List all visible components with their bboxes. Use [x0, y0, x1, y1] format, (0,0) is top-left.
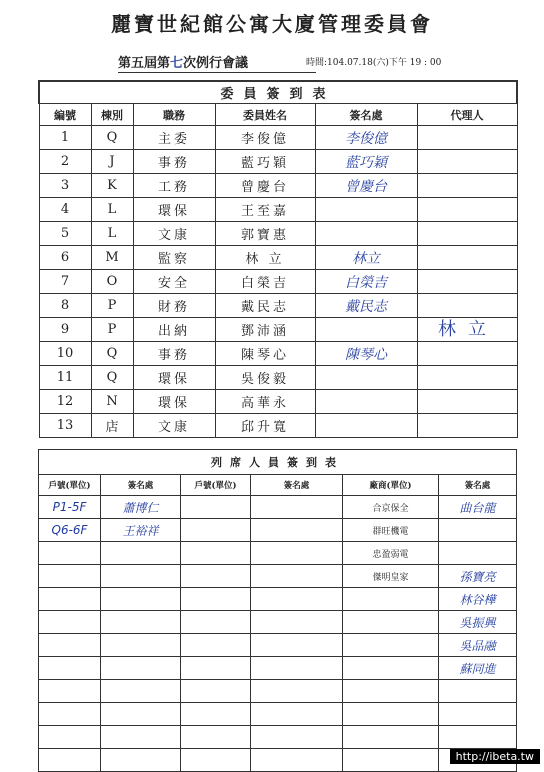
attendee-row: [39, 749, 517, 772]
committee-building: O: [91, 270, 133, 294]
committee-proxy-cell: [417, 342, 517, 366]
committee-number: 10: [39, 342, 91, 366]
attendee-unit: Q6-6F: [39, 519, 101, 542]
committee-role: 監察: [133, 246, 215, 270]
attendee-header-cell: 簽名處: [101, 475, 181, 496]
meeting-time: 時間:104.07.18(六)下午 19 : 00: [306, 58, 442, 68]
attendee-unit-2: [181, 565, 251, 588]
committee-role: 工務: [133, 174, 215, 198]
attendee-signature-2: [251, 519, 343, 542]
committee-signature: 戴民志: [315, 294, 417, 318]
vendor-signature: [439, 680, 517, 703]
committee-row: [39, 150, 517, 174]
committee-signature: [315, 390, 417, 414]
committee-proxy-cell: [417, 390, 517, 414]
proxy-signature: 林立: [438, 319, 498, 340]
committee-role: 文康: [133, 414, 215, 438]
attendee-row: [39, 542, 517, 565]
vendor-name: [343, 680, 439, 703]
committee-number: 12: [39, 390, 91, 414]
committee-building: K: [91, 174, 133, 198]
attendee-unit: [39, 749, 101, 772]
vendor-name: [343, 726, 439, 749]
committee-member-name: 藍巧穎: [215, 150, 315, 174]
vendor-signature: [439, 703, 517, 726]
vendor-signature: 吳品融: [439, 634, 517, 657]
attendee-unit-2: [181, 657, 251, 680]
committee-proxy-cell: [417, 126, 517, 150]
committee-signature: [315, 198, 417, 222]
committee-member-name: 郭寶惠: [215, 222, 315, 246]
vendor-name: [343, 588, 439, 611]
attendee-unit-2: [181, 749, 251, 772]
attendee-signature: [101, 634, 181, 657]
attendee-unit-2: [181, 634, 251, 657]
committee-signature: 曾慶台: [315, 174, 417, 198]
vendor-signature: [439, 519, 517, 542]
attendee-signature-2: [251, 634, 343, 657]
committee-building: Q: [91, 342, 133, 366]
committee-row: [39, 390, 517, 414]
committee-row: [39, 270, 517, 294]
attendee-header-cell: 戶號(單位): [39, 475, 101, 496]
committee-member-name: 李俊億: [215, 126, 315, 150]
attendee-signature-2: [251, 726, 343, 749]
vendor-name: [343, 657, 439, 680]
vendor-name: [343, 749, 439, 772]
vendor-name: 傑明皇家: [343, 565, 439, 588]
vendor-name: [343, 611, 439, 634]
committee-role: 主委: [133, 126, 215, 150]
committee-member-name: 吳俊毅: [215, 366, 315, 390]
vendor-name: 群旺機電: [343, 519, 439, 542]
committee-header-cell: 委員姓名: [215, 104, 315, 126]
committee-number: 3: [39, 174, 91, 198]
committee-member-name: 林 立: [215, 246, 315, 270]
attendee-unit-2: [181, 496, 251, 519]
committee-role: 環保: [133, 198, 215, 222]
attendee-signature: [101, 680, 181, 703]
watermark-url: http://ibeta.tw: [450, 749, 540, 764]
attendee-unit: [39, 611, 101, 634]
attendee-signature: [101, 657, 181, 680]
vendor-signature: 林谷樺: [439, 588, 517, 611]
committee-signature: [315, 318, 417, 342]
committee-building: Q: [91, 366, 133, 390]
attendee-unit-2: [181, 542, 251, 565]
committee-row: [39, 246, 517, 270]
attendee-signature: [101, 749, 181, 772]
attendee-signature: 王裕祥: [101, 519, 181, 542]
committee-role: 安全: [133, 270, 215, 294]
document-title: 麗寶世紀館公寓大廈管理委員會: [111, 12, 433, 36]
attendee-unit: [39, 542, 101, 565]
attendee-unit-2: [181, 680, 251, 703]
committee-number: 11: [39, 366, 91, 390]
committee-signature: 李俊億: [315, 126, 417, 150]
committee-member-name: 白榮吉: [215, 270, 315, 294]
committee-number: 6: [39, 246, 91, 270]
attendee-sign-in-table: [38, 449, 517, 772]
committee-proxy-cell: [417, 294, 517, 318]
vendor-signature: 曲台龍: [439, 496, 517, 519]
committee-table-caption: 委員簽到表: [39, 81, 517, 104]
vendor-signature: [439, 726, 517, 749]
committee-role: 環保: [133, 390, 215, 414]
committee-header-cell: 職務: [133, 104, 215, 126]
committee-number: 1: [39, 126, 91, 150]
committee-number: 7: [39, 270, 91, 294]
vendor-name: 合京保全: [343, 496, 439, 519]
committee-building: P: [91, 294, 133, 318]
committee-proxy-cell: [417, 414, 517, 438]
attendee-signature-2: [251, 496, 343, 519]
attendee-signature: [101, 703, 181, 726]
attendee-signature-2: [251, 680, 343, 703]
committee-role: 環保: [133, 366, 215, 390]
committee-building: P: [91, 318, 133, 342]
committee-member-name: 戴民志: [215, 294, 315, 318]
attendee-unit: [39, 634, 101, 657]
attendee-signature: 蕭博仁: [101, 496, 181, 519]
committee-signature: 陳琴心: [315, 342, 417, 366]
attendee-row: [39, 496, 517, 519]
vendor-signature: 蘇同進: [439, 657, 517, 680]
attendee-signature: [101, 726, 181, 749]
committee-role: 事務: [133, 342, 215, 366]
attendee-signature: [101, 611, 181, 634]
attendee-signature: [101, 588, 181, 611]
committee-signature: 林立: [315, 246, 417, 270]
attendee-unit: [39, 703, 101, 726]
vendor-name: [343, 634, 439, 657]
vendor-name: 忠盈弱電: [343, 542, 439, 565]
committee-row: [39, 342, 517, 366]
committee-row: [39, 366, 517, 390]
committee-proxy-cell: [417, 246, 517, 270]
attendee-signature-2: [251, 542, 343, 565]
attendee-unit: [39, 588, 101, 611]
attendee-signature-2: [251, 749, 343, 772]
committee-member-name: 陳琴心: [215, 342, 315, 366]
committee-number: 9: [39, 318, 91, 342]
attendee-signature-2: [251, 588, 343, 611]
attendee-unit-2: [181, 726, 251, 749]
committee-role: 事務: [133, 150, 215, 174]
vendor-name: [343, 703, 439, 726]
attendee-unit: [39, 657, 101, 680]
attendee-unit: P1-5F: [39, 496, 101, 519]
committee-number: 13: [39, 414, 91, 438]
attendee-signature: [101, 542, 181, 565]
committee-proxy-cell: [417, 174, 517, 198]
vendor-signature: 孫寶亮: [439, 565, 517, 588]
attendee-row: [39, 634, 517, 657]
attendee-signature: [101, 565, 181, 588]
committee-number: 4: [39, 198, 91, 222]
attendee-signature-2: [251, 703, 343, 726]
committee-header-cell: 編號: [39, 104, 91, 126]
attendee-row: [39, 565, 517, 588]
vendor-signature: 吳振興: [439, 611, 517, 634]
meeting-label: [118, 52, 248, 71]
committee-proxy-cell: [417, 222, 517, 246]
committee-building: M: [91, 246, 133, 270]
committee-number: 5: [39, 222, 91, 246]
committee-sign-in-table: [38, 80, 518, 438]
committee-signature: [315, 414, 417, 438]
committee-header-cell: 簽名處: [315, 104, 417, 126]
committee-member-name: 鄧沛涵: [215, 318, 315, 342]
committee-building: N: [91, 390, 133, 414]
attendee-table-caption: 列席人員簽到表: [39, 450, 517, 475]
committee-row: [39, 294, 517, 318]
committee-header-cell: 代理人: [417, 104, 517, 126]
committee-number: 8: [39, 294, 91, 318]
attendee-row: [39, 588, 517, 611]
attendee-unit-2: [181, 703, 251, 726]
attendee-row: [39, 657, 517, 680]
attendee-signature-2: [251, 565, 343, 588]
attendee-signature-2: [251, 657, 343, 680]
meeting-underline: [118, 72, 316, 73]
committee-row: [39, 126, 517, 150]
committee-row: [39, 222, 517, 246]
committee-signature: [315, 222, 417, 246]
committee-proxy-cell: [417, 366, 517, 390]
meeting-suffix: 次例行會議: [183, 56, 249, 71]
attendee-row: [39, 680, 517, 703]
committee-header-cell: 棟別: [91, 104, 133, 126]
committee-member-name: 邱升寬: [215, 414, 315, 438]
committee-signature: 白榮吉: [315, 270, 417, 294]
attendee-header-cell: 簽名處: [251, 475, 343, 496]
committee-member-name: 高華永: [215, 390, 315, 414]
committee-building: L: [91, 198, 133, 222]
committee-proxy-cell: [417, 270, 517, 294]
committee-member-name: 王至嘉: [215, 198, 315, 222]
committee-proxy-cell: [417, 198, 517, 222]
attendee-unit: [39, 680, 101, 703]
attendee-unit-2: [181, 588, 251, 611]
attendee-row: [39, 726, 517, 749]
committee-building: Q: [91, 126, 133, 150]
attendee-row: [39, 519, 517, 542]
committee-signature: 藍巧穎: [315, 150, 417, 174]
committee-row: [39, 198, 517, 222]
attendee-header-cell: 廠商(單位): [343, 475, 439, 496]
committee-role: 文康: [133, 222, 215, 246]
attendee-unit: [39, 565, 101, 588]
attendee-signature-2: [251, 611, 343, 634]
attendee-unit: [39, 726, 101, 749]
committee-building: J: [91, 150, 133, 174]
committee-row: [39, 414, 517, 438]
attendee-row: [39, 611, 517, 634]
attendee-row: [39, 703, 517, 726]
committee-role: 出納: [133, 318, 215, 342]
attendee-header-cell: 戶號(單位): [181, 475, 251, 496]
attendee-unit-2: [181, 611, 251, 634]
attendee-header-cell: 簽名處: [439, 475, 517, 496]
committee-number: 2: [39, 150, 91, 174]
committee-proxy-cell: [417, 150, 517, 174]
committee-signature: [315, 366, 417, 390]
committee-building: 店: [91, 414, 133, 438]
committee-member-name: 曾慶台: [215, 174, 315, 198]
attendee-unit-2: [181, 519, 251, 542]
committee-building: L: [91, 222, 133, 246]
meeting-number: 七: [170, 56, 184, 71]
committee-role: 財務: [133, 294, 215, 318]
vendor-signature: [439, 542, 517, 565]
committee-row: [39, 174, 517, 198]
meeting-prefix: 第五屆第: [118, 56, 171, 71]
